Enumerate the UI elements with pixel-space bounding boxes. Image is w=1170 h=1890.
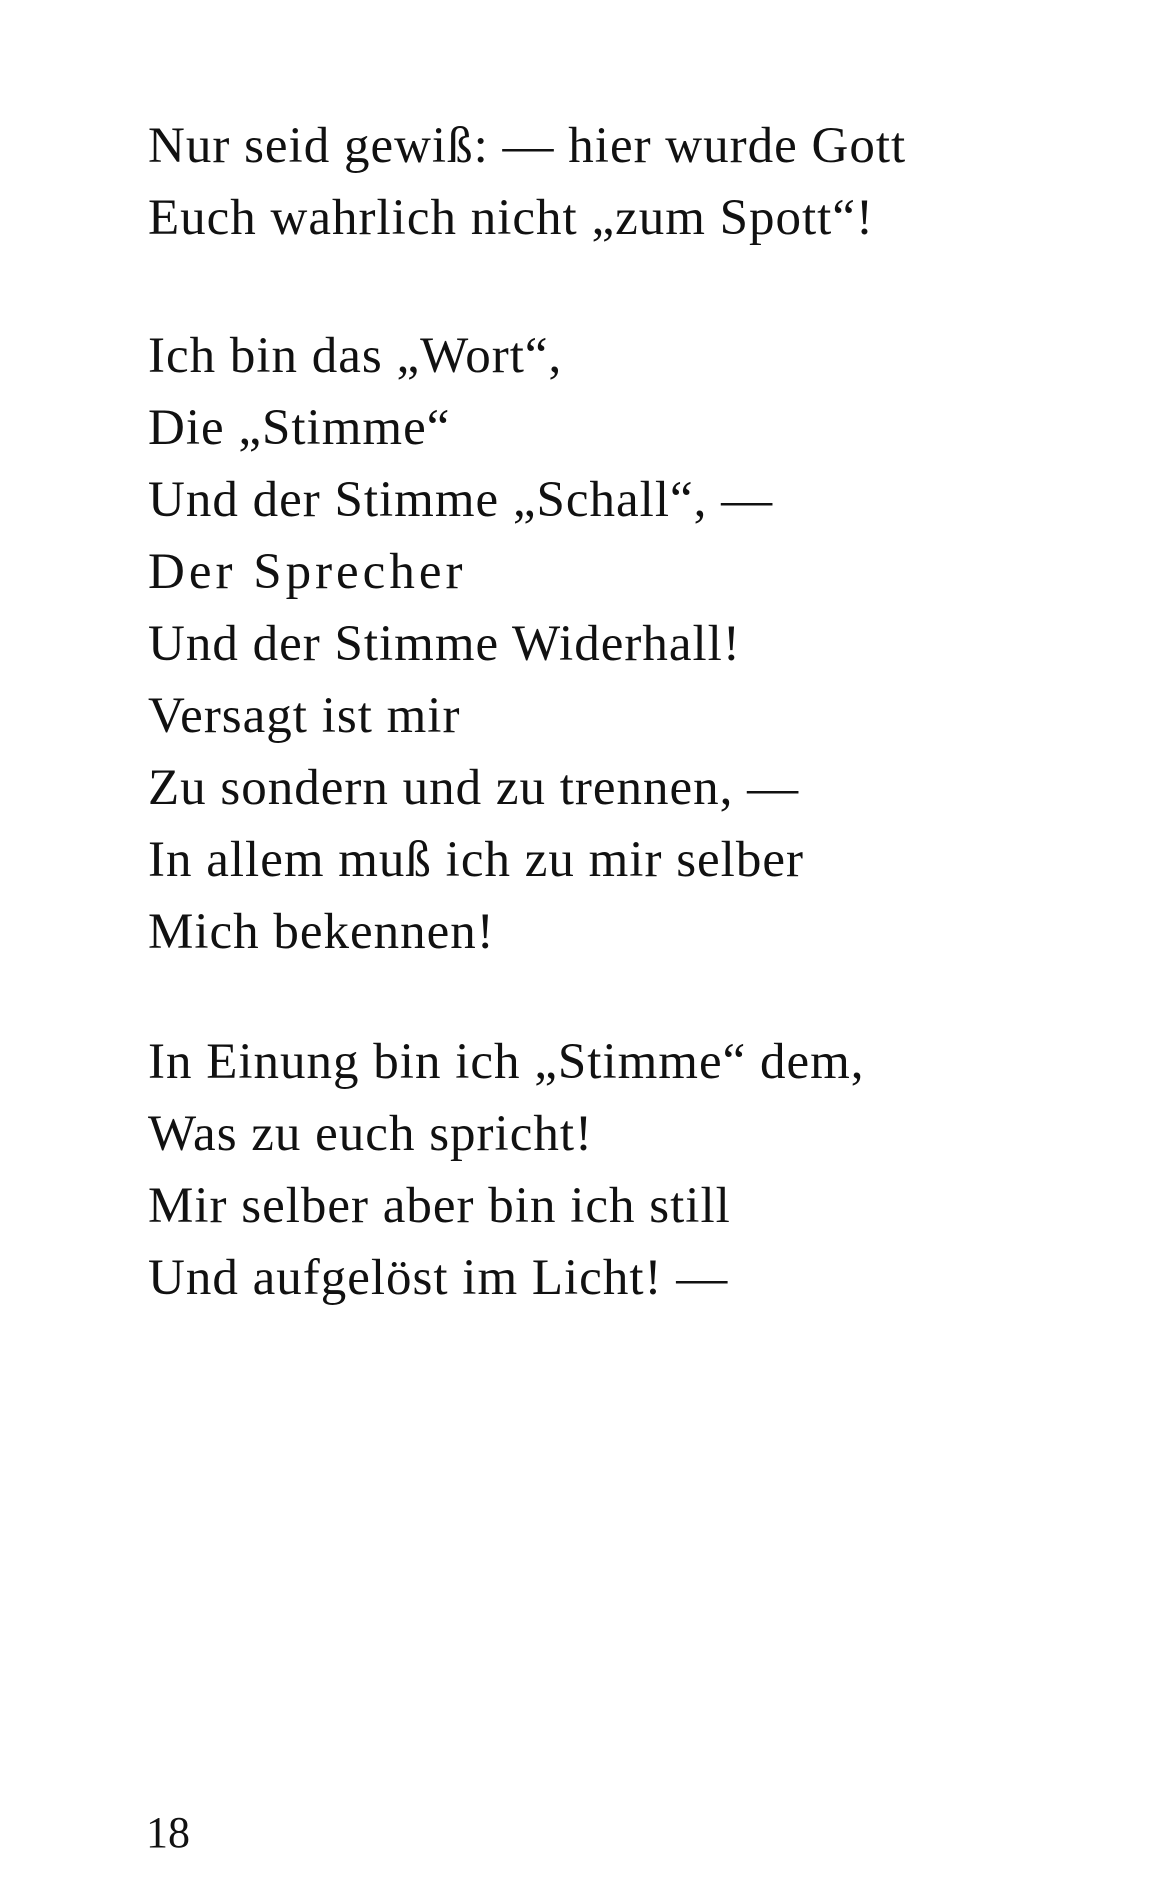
poem-line: Was zu euch spricht!: [148, 1106, 593, 1162]
stanza-3: [148, 1026, 865, 1314]
poem-line: Versagt ist mir: [148, 688, 461, 744]
poem-line: Euch wahrlich nicht „zum Spott“!: [148, 190, 874, 246]
poem-line: Mich bekennen!: [148, 904, 495, 960]
page-number: 18: [146, 1808, 190, 1857]
poem-line: Der Sprecher: [148, 544, 467, 600]
poem-line: Ich bin das „Wort“,: [148, 328, 563, 384]
poem-line: Mir selber aber bin ich still: [148, 1178, 731, 1234]
stanza-1: [148, 110, 906, 254]
poem-line: Die „Stimme“: [148, 400, 451, 456]
stanza-2: [148, 320, 804, 968]
poem-line: Und der Stimme Widerhall!: [148, 616, 741, 672]
poem-line: Und aufgelöst im Licht! —: [148, 1250, 729, 1306]
poem-line: In Einung bin ich „Stimme“ dem,: [148, 1034, 865, 1090]
poem-line: Und der Stimme „Schall“, —: [148, 472, 774, 528]
poem-line: Zu sondern und zu trennen, —: [148, 760, 800, 816]
poem-line: Nur seid gewiß: — hier wurde Gott: [148, 118, 907, 174]
poem-line: In allem muß ich zu mir selber: [148, 832, 804, 888]
